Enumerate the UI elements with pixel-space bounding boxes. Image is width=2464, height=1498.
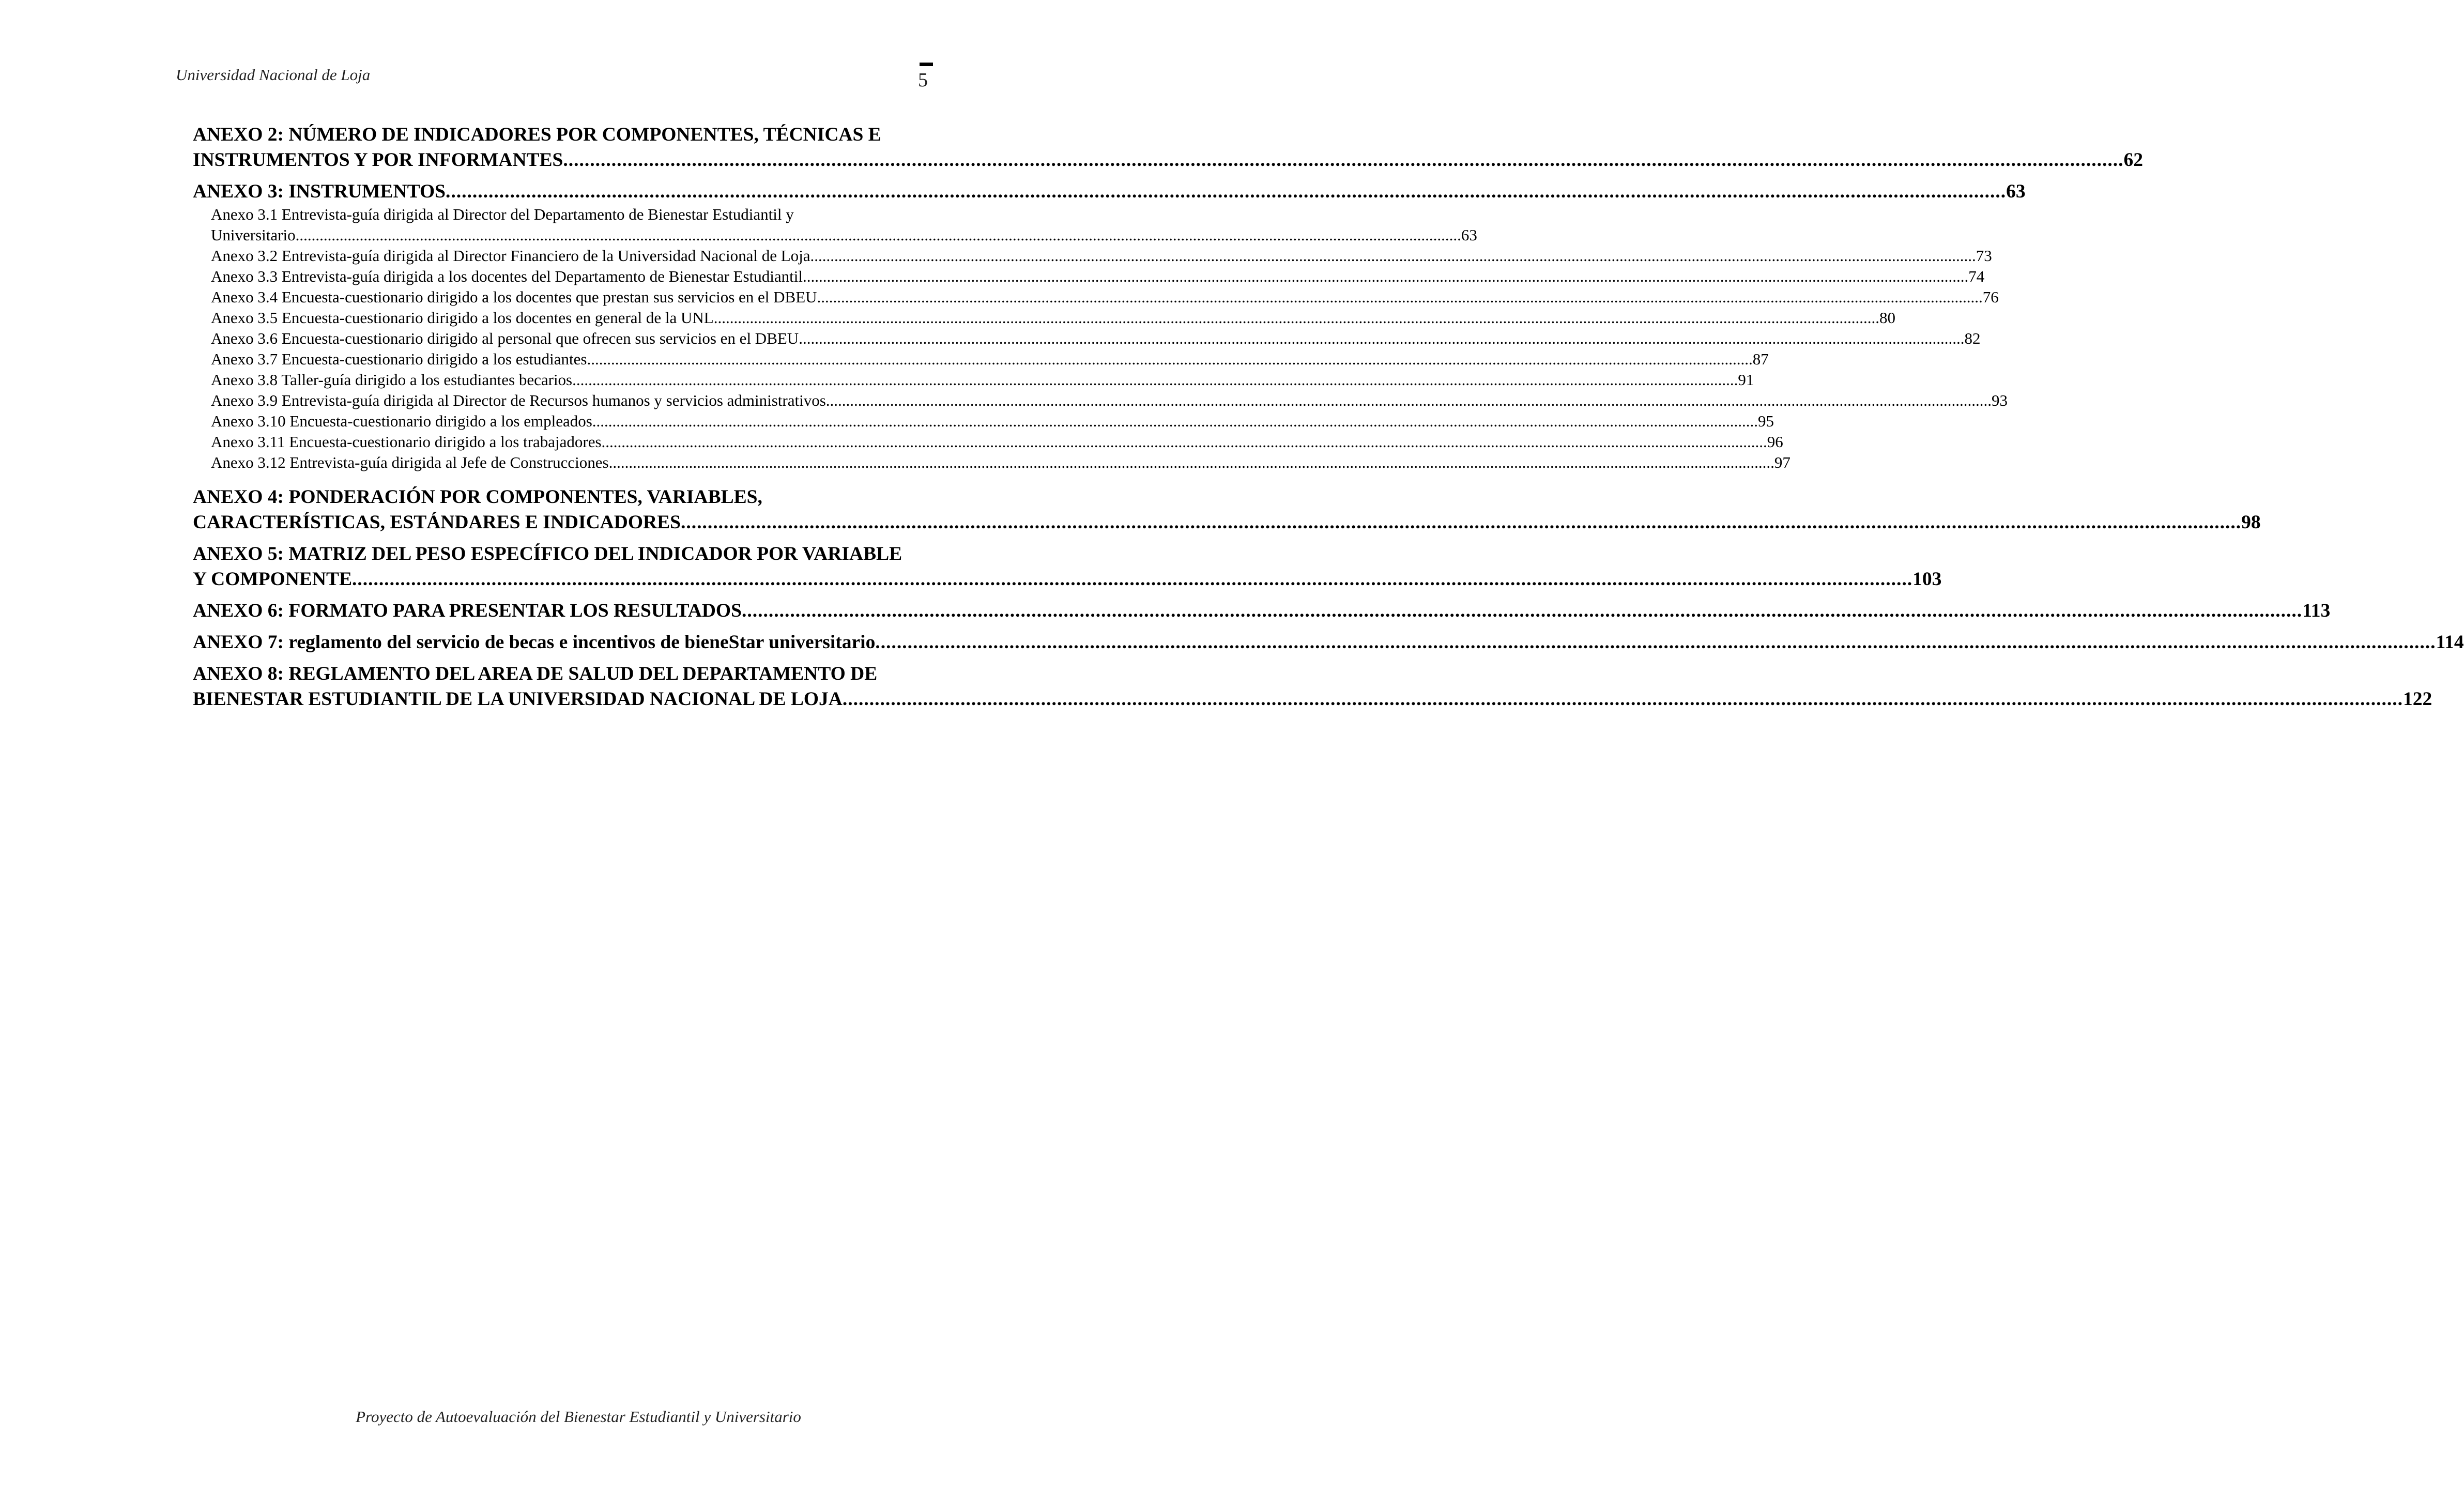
dot-leader: [587, 349, 1752, 370]
toc-entry-title-cont: BIENESTAR ESTUDIANTIL DE LA UNIVERSIDAD NACIONAL DE LOJA: [193, 689, 843, 710]
toc-subentry-3-3[interactable]: [211, 266, 1985, 287]
toc-subentry-3-2[interactable]: [211, 246, 1992, 266]
toc-page-number: 93: [1992, 391, 2008, 409]
toc-subentry-3-7[interactable]: [211, 349, 1769, 370]
toc-page-number: 80: [1879, 309, 1895, 327]
toc-page-number: 97: [1774, 453, 1790, 471]
toc-entry-title: ANEXO 2: NÚMERO DE INDICADORES POR COMPONENTES, TÉCNICAS E: [193, 124, 881, 145]
toc-entry-anexo-7[interactable]: [193, 630, 2464, 655]
toc-entry-anexo-2[interactable]: [193, 122, 2144, 173]
toc-entry-title: ANEXO 8: REGLAMENTO DEL AREA DE SALUD DEL DEPARTAMENTO DE: [193, 663, 878, 684]
dot-leader: [843, 686, 2403, 712]
toc-subentry-3-4[interactable]: [211, 287, 1999, 308]
toc-subentry-3-1[interactable]: [211, 204, 1477, 246]
toc-page-number: 63: [2006, 181, 2026, 202]
toc-entry-title: ANEXO 4: PONDERACIÓN POR COMPONENTES, VARIABLES,: [193, 486, 762, 508]
dot-leader: [826, 390, 1992, 411]
toc-page-number: 62: [2123, 149, 2144, 171]
toc-entry-anexo-5[interactable]: [193, 541, 1942, 592]
toc-subentry-title-cont: Universitario: [211, 226, 296, 244]
dot-leader: [817, 287, 1983, 308]
toc-subentry-3-6[interactable]: [211, 328, 1981, 349]
toc-subentry-3-5[interactable]: [211, 308, 1895, 328]
toc-subentry-3-10[interactable]: [211, 411, 1774, 432]
table-of-contents: [193, 122, 2464, 712]
dot-leader: [742, 598, 2302, 623]
toc-subentry-title: Anexo 3.10 Encuesta-cuestionario dirigido a los empleados: [211, 412, 592, 430]
toc-page-number: 96: [1767, 433, 1783, 451]
toc-subentry-title: Anexo 3.8 Taller-guía dirigido a los estudiantes becarios: [211, 371, 573, 389]
dot-leader: [572, 370, 1738, 390]
toc-page-number: 122: [2403, 689, 2432, 710]
toc-page-number: 82: [1964, 329, 1981, 347]
dot-leader: [352, 567, 1912, 592]
toc-page-number: 114: [2436, 632, 2464, 653]
dot-leader: [446, 179, 2006, 204]
toc-entry-title-cont: CARACTERÍSTICAS, ESTÁNDARES E INDICADORES: [193, 512, 681, 533]
toc-entry-anexo-8[interactable]: [193, 661, 2432, 712]
toc-entry-title: ANEXO 7: reglamento del servicio de becas e incentivos de bieneStar universitario: [193, 632, 876, 653]
running-footer: Proyecto de Autoevaluación del Bienestar Estudiantil y Universitario: [356, 1408, 801, 1426]
toc-subentry-title: Anexo 3.1 Entrevista-guía dirigida al Director del Departamento de Bienestar Estudiantil y: [211, 205, 794, 223]
toc-entry-title: ANEXO 5: MATRIZ DEL PESO ESPECÍFICO DEL INDICADOR POR VARIABLE: [193, 543, 902, 564]
toc-entry-title: ANEXO 6: FORMATO PARA PRESENTAR LOS RESULTADOS: [193, 600, 742, 621]
dot-leader: [563, 147, 2123, 173]
toc-subentry-title: Anexo 3.3 Entrevista-guía dirigida a los docentes del Departamento de Bienestar Estudiantil: [211, 267, 803, 285]
toc-entry-title: ANEXO 3: INSTRUMENTOS: [193, 181, 446, 202]
toc-entry-anexo-6[interactable]: [193, 598, 2331, 623]
toc-subentry-3-9[interactable]: [211, 390, 2008, 411]
toc-subentry-title: Anexo 3.7 Encuesta-cuestionario dirigido a los estudiantes: [211, 350, 587, 368]
toc-page-number: 91: [1738, 371, 1754, 389]
toc-page-number: 63: [1461, 226, 1477, 244]
dot-leader: [810, 246, 1976, 266]
toc-subentry-title: Anexo 3.12 Entrevista-guía dirigida al Jefe de Construcciones: [211, 453, 609, 471]
toc-entry-line: [193, 686, 2432, 712]
dot-leader: [296, 225, 1461, 246]
dot-leader: [875, 630, 2436, 655]
toc-page-number: 74: [1968, 267, 1985, 285]
dot-leader: [803, 266, 1968, 287]
toc-entry-line: [193, 510, 2261, 535]
toc-subentry-3-12[interactable]: [211, 452, 1790, 473]
toc-page-number: 76: [1982, 288, 1999, 306]
toc-subentry-line: [211, 225, 1477, 246]
toc-page-number: 113: [2302, 600, 2331, 621]
toc-subentry-title: Anexo 3.11 Encuesta-cuestionario dirigido a los trabajadores: [211, 433, 602, 451]
toc-entry-line: [193, 567, 1942, 592]
toc-subentry-title: Anexo 3.5 Encuesta-cuestionario dirigido a los docentes en general de la UNL: [211, 309, 714, 327]
toc-entry-line: [193, 147, 2144, 173]
running-header: Universidad Nacional de Loja: [176, 66, 371, 84]
toc-page-number: 103: [1912, 569, 1942, 590]
toc-entry-title-cont: Y COMPONENTE: [193, 569, 352, 590]
toc-page-number: 73: [1976, 247, 1992, 265]
toc-subentry-title: Anexo 3.2 Entrevista-guía dirigida al Director Financiero de la Universidad Nacional de Loja: [211, 247, 810, 265]
toc-subentry-3-8[interactable]: [211, 370, 1754, 390]
page-number: 5: [918, 69, 928, 91]
toc-entry-anexo-3[interactable]: [193, 179, 2026, 204]
toc-subentry-title: Anexo 3.4 Encuesta-cuestionario dirigido a los docentes que prestan sus servicios en el DBEU: [211, 288, 817, 306]
dot-leader: [681, 510, 2241, 535]
toc-subentries-anexo-3: [193, 204, 2008, 473]
toc-page-number: 87: [1752, 350, 1769, 368]
toc-subentry-3-11[interactable]: [211, 432, 1783, 452]
dot-leader: [609, 452, 1774, 473]
toc-subentry-title: Anexo 3.9 Entrevista-guía dirigida al Director de Recursos humanos y servicios administrativos: [211, 391, 826, 409]
dot-leader: [592, 411, 1758, 432]
toc-subentry-title: Anexo 3.6 Encuesta-cuestionario dirigido al personal que ofrecen sus servicios en el DBEU: [211, 329, 799, 347]
dot-leader: [714, 308, 1879, 328]
toc-entry-title-cont: INSTRUMENTOS Y POR INFORMANTES: [193, 149, 563, 171]
toc-entry-anexo-4[interactable]: [193, 484, 2261, 535]
toc-page-number: 95: [1758, 412, 1774, 430]
dot-leader: [602, 432, 1767, 452]
dot-leader: [799, 328, 1964, 349]
toc-page-number: 98: [2241, 512, 2261, 533]
page-number-rule: [920, 63, 933, 66]
